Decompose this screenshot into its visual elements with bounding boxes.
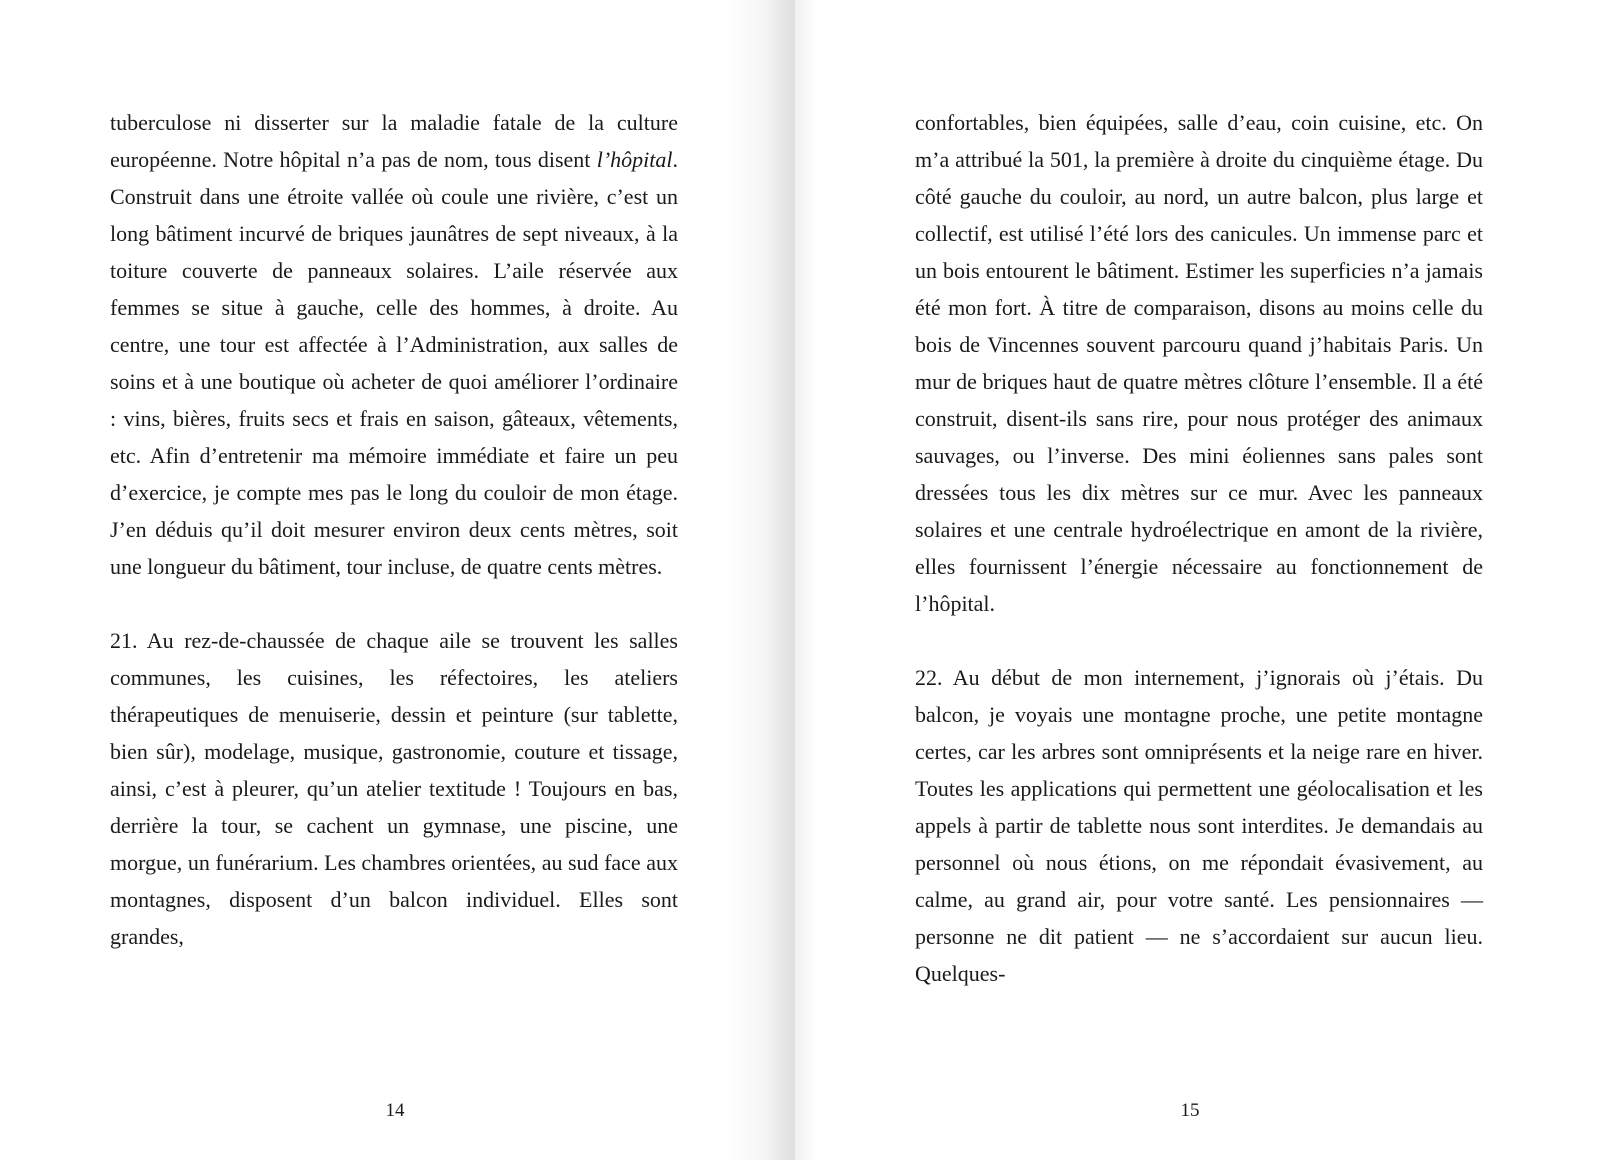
gutter-shadow (725, 0, 795, 1160)
gutter-shadow (795, 0, 817, 1160)
right-page-text (915, 104, 1483, 1029)
paragraph-continuation: confortables, bien équipées, salle d’eau, coin cuisine, etc. On m’a attribué la 501, la première à droite du cinquième étage. Du côté gauche du couloir, au nord, un autre balcon, plus large et collectif, est utilisé l’été lors des canicules. Un immense parc et un bois entourent le bâtiment. Estimer les superficies n’a jamais été mon fort. À titre de comparaison, disons au moins celle du bois de Vincennes souvent parcouru quand j’habitais Paris. Un mur de briques haut de quatre mètres clôture l’ensemble. Il a été construit, disent-ils sans rire, pour nous protéger des animaux sauvages, ou l’inverse. Des mini éoliennes sans pales sont dressées tous les dix mètres sur ce mur. Avec les panneaux solaires et une centrale hydroélectrique en amont de la rivière, elles fournissent l’énergie nécessaire au fonctionnement de l’hôpital. (915, 110, 1483, 616)
paragraph-22: 22. Au début de mon internement, j’ignorais où j’étais. Du balcon, je voyais une montagne proche, une petite montagne certes, car les arbres sont omniprésents et la neige rare en hiver. Toutes les applications qui permettent une géolocalisation et les appels à partir de tablette nous sont interdites. Je demandais au personnel où nous étions, on me répondait évasivement, au calme, au grand air, pour votre santé. Les pensionnaires — personne ne dit patient — ne s’accordaient sur aucun lieu. Quelques- (915, 665, 1483, 986)
left-page-text (110, 104, 678, 992)
paragraph-21: 21. Au rez-de-chaussée de chaque aile se trouvent les salles communes, les cuisines, les réfectoires, les ateliers thérapeutiques de menuiserie, dessin et peinture (sur tablette, bien sûr), modelage, musique, gastronomie, couture et tissage, ainsi, c’est à pleurer, qu’un atelier textitude ! Toujours en bas, derrière la tour, se cachent un gymnase, une piscine, une morgue, un funérarium. Les chambres orientées, au sud face aux montagnes, disposent d’un balcon individuel. Elles sont grandes, (110, 628, 678, 949)
page-number-left: 14 (385, 1100, 405, 1121)
page-number-right: 15 (1180, 1100, 1200, 1121)
text-run: . Construit dans une étroite vallée où coule une rivière, c’est un long bâtiment incurvé de briques jaunâtres de sept niveaux, à la toiture couverte de panneaux solaires. L’aile réservée aux femmes se situe à gauche, celle des hommes, à droite. Au centre, une tour est affectée à l’Administration, aux salles de soins et à une boutique où acheter de quoi améliorer l’ordinaire : vins, bières, fruits secs et frais en saison, gâteaux, vêtements, etc. Afin d’entretenir ma mémoire immédiate et faire un peu d’exercice, je compte mes pas le long du couloir de mon étage. J’en déduis qu’il doit mesurer environ deux cents mètres, soit une longueur du bâtiment, tour incluse, de quatre cents mètres. (110, 147, 678, 579)
right-page (795, 0, 1600, 1160)
paragraph-continuation (110, 104, 678, 585)
italic-hospital-name: l’hôpital (596, 147, 673, 172)
left-page (0, 0, 795, 1160)
text-run: tuberculose ni disserter sur la maladie fatale de la culture européenne. Notre hôpital n’a pas de nom, tous disent (110, 110, 678, 172)
